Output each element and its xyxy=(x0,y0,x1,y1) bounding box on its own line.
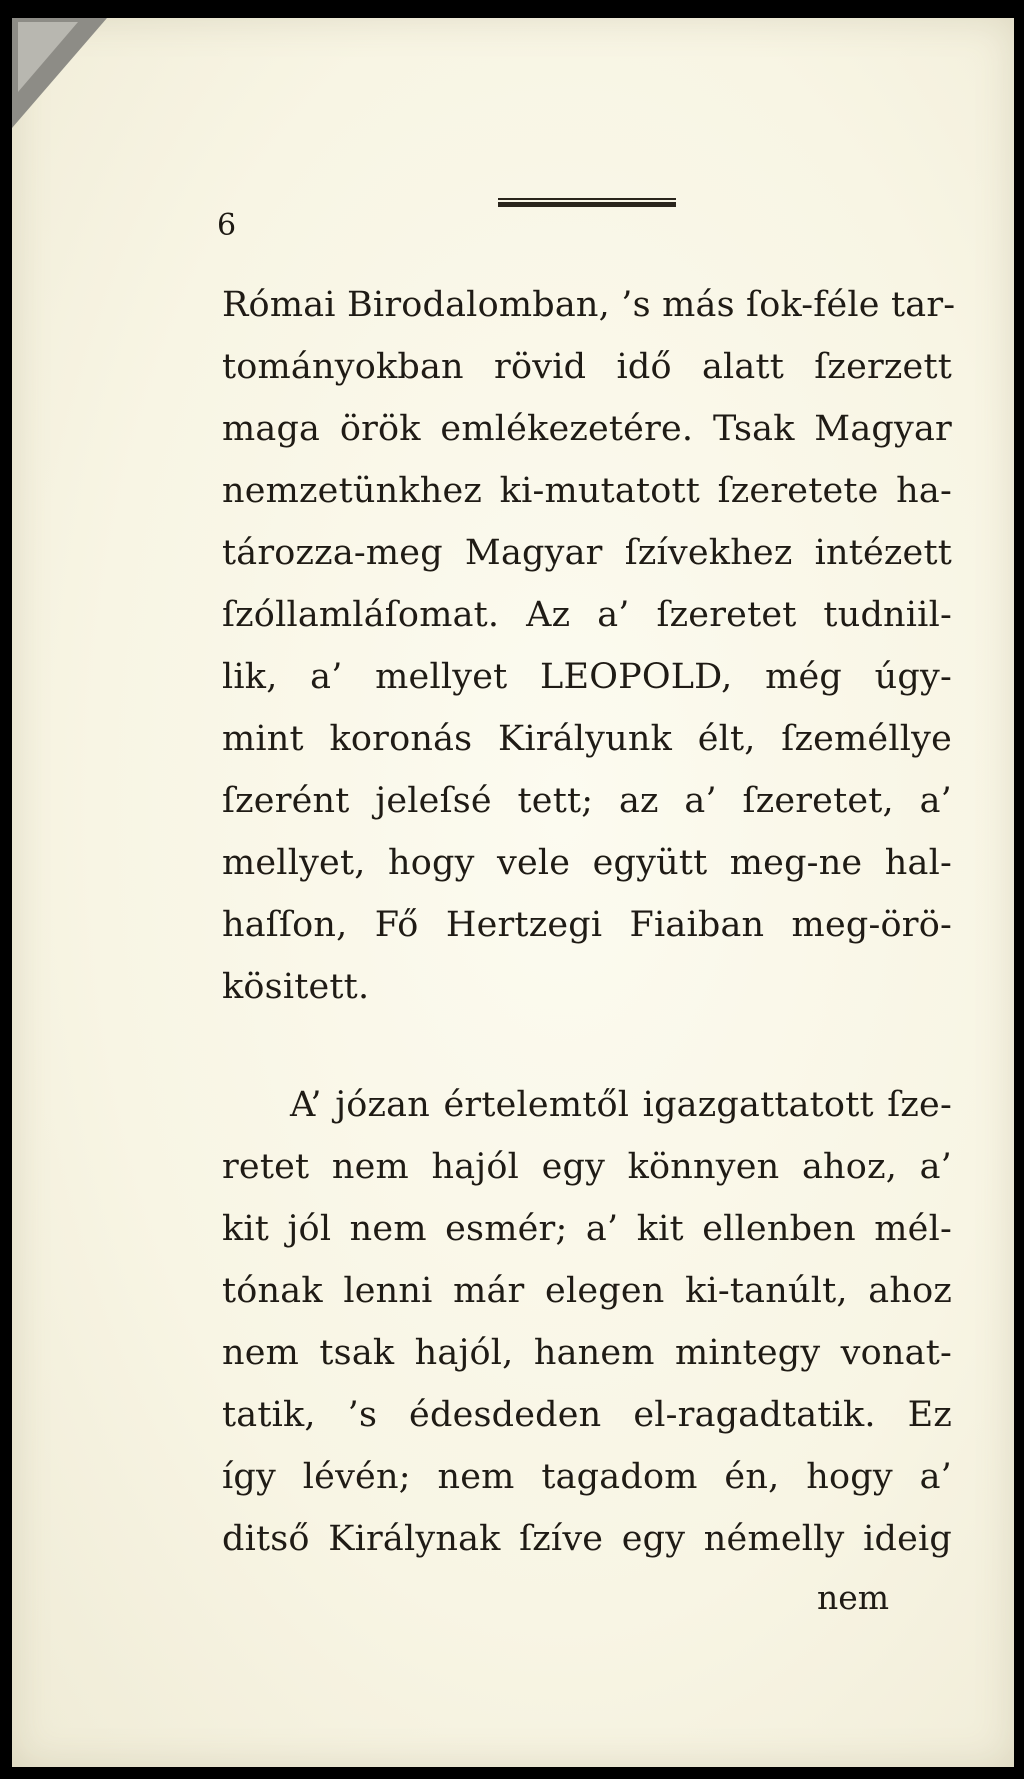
text-line: kit jól nem esmér; a’ kit ellenben mél- xyxy=(222,1209,952,1249)
text-line: ſzerént jeleſsé tett; az a’ ſzeretet, a’ xyxy=(222,781,952,821)
text-line: maga örök emlékezetére. Tsak Magyar xyxy=(222,409,952,449)
folded-corner-highlight xyxy=(18,22,78,92)
text-line: tónak lenni már elegen ki-tanúlt, ahoz xyxy=(222,1271,952,1311)
text-line: mint koronás Királyunk élt, ſzeméllye xyxy=(222,719,952,759)
header-rule xyxy=(498,198,676,207)
text-line: mellyet, hogy vele együtt meg-ne hal- xyxy=(222,843,952,883)
text-line: tározza-meg Magyar ſzívekhez intézett xyxy=(222,533,952,573)
text-line: Római Birodalomban, ’s más ſok-féle tar- xyxy=(222,285,956,325)
text-line: A’ józan értelemtől igazgattatott ſze- xyxy=(290,1085,952,1125)
text-line: tatik, ’s édesdeden el-ragadtatik. Ez xyxy=(222,1395,952,1435)
text-line: haſſon, Fő Hertzegi Fiaiban meg-örö- xyxy=(222,905,952,945)
text-line: ſzóllamláſomat. Az a’ ſzeretet tudniil- xyxy=(222,595,952,635)
header-rule-thin xyxy=(498,198,676,200)
text-line: tományokban rövid idő alatt ſzerzett xyxy=(222,347,952,387)
header-rule-thick xyxy=(498,202,676,207)
page-number: 6 xyxy=(217,208,237,243)
text-line: nemzetünkhez ki-mutatott ſzeretete ha- xyxy=(222,471,952,511)
text-line: lik, a’ mellyet LEOPOLD, még úgy- xyxy=(222,657,952,697)
catchword: nem xyxy=(817,1578,890,1617)
paper-sheet xyxy=(12,18,1014,1767)
text-line: nem tsak hajól, hanem mintegy vonat- xyxy=(222,1333,952,1373)
text-line: retet nem hajól egy könnyen ahoz, a’ xyxy=(222,1147,952,1187)
text-line: ditső Királynak ſzíve egy némelly ideig xyxy=(222,1519,952,1559)
text-line: így lévén; nem tagadom én, hogy a’ xyxy=(222,1457,952,1497)
text-line: kösitett. xyxy=(222,967,370,1007)
